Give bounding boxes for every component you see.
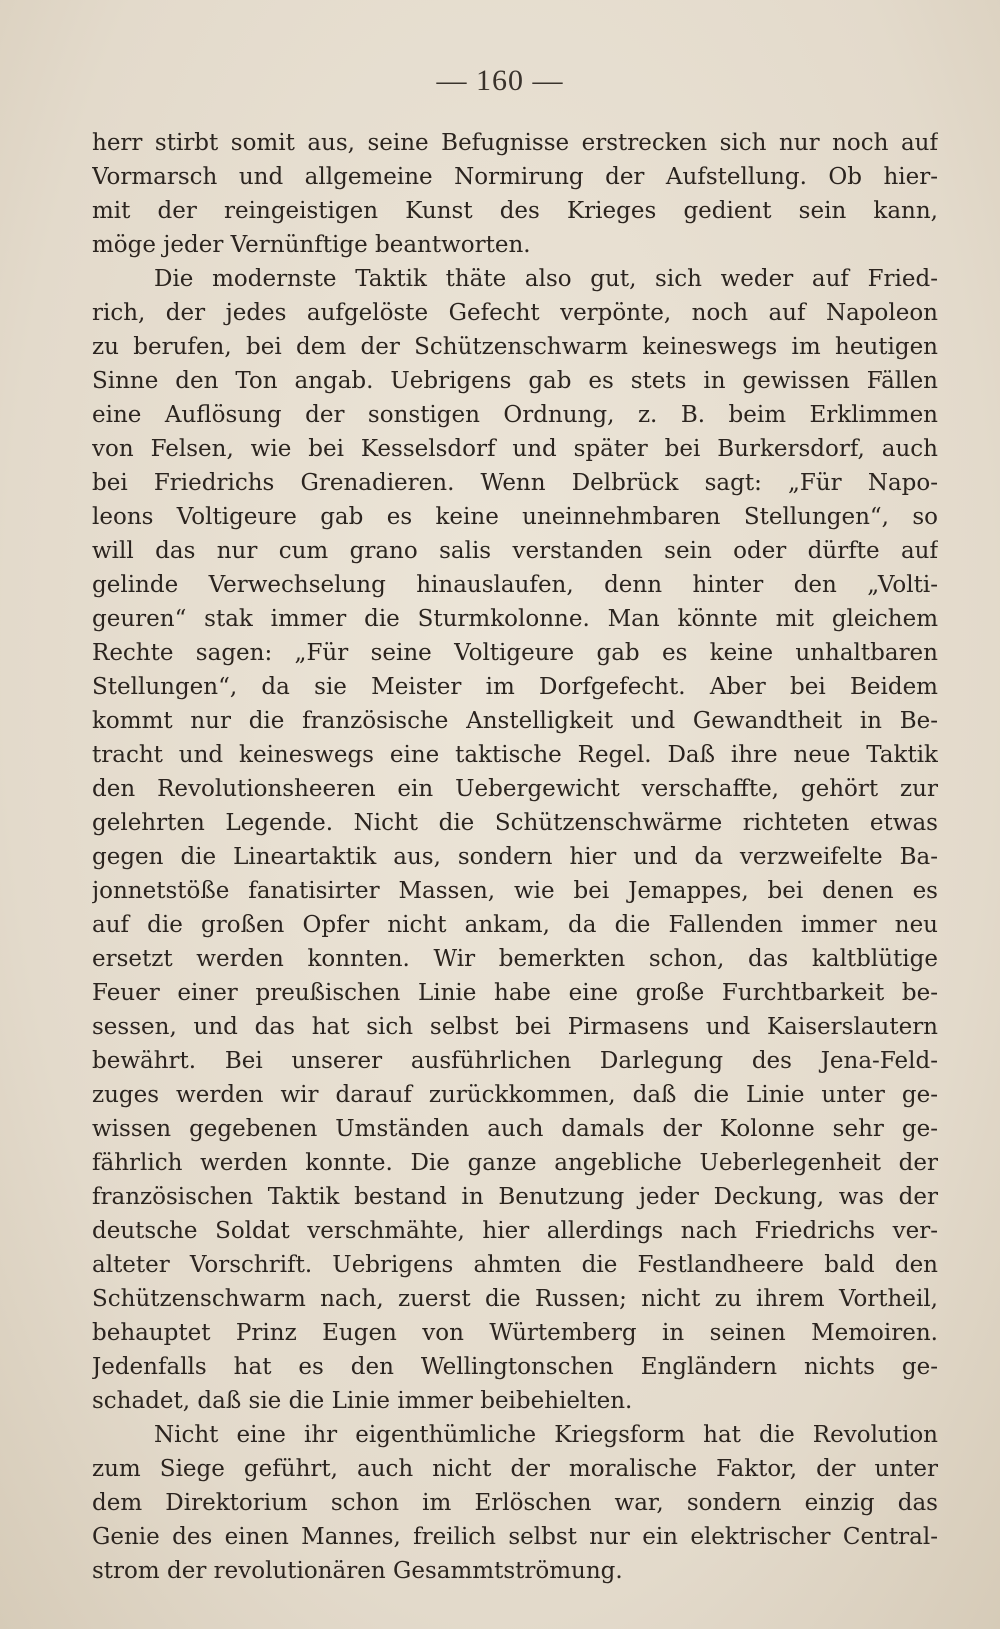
text-line: bewährt. Bei unserer ausführlichen Darlegung des Jena-Feld- bbox=[92, 1048, 938, 1074]
text-line: fährlich werden konnte. Die ganze angebliche Ueberlegenheit der bbox=[92, 1150, 938, 1176]
text-line: zum Siege geführt, auch nicht der moralische Faktor, der unter bbox=[92, 1456, 938, 1482]
text-line: alteter Vorschrift. Uebrigens ahmten die Festlandheere bald den bbox=[92, 1252, 938, 1278]
text-line: jonnetstöße fanatisirter Massen, wie bei Jemappes, bei denen es bbox=[92, 878, 938, 904]
text-line: Feuer einer preußischen Linie habe eine große Furchtbarkeit be- bbox=[92, 980, 938, 1006]
text-line: mit der reingeistigen Kunst des Krieges gedient sein kann, bbox=[92, 198, 938, 224]
text-line: Jedenfalls hat es den Wellingtonschen Engländern nichts ge- bbox=[92, 1354, 938, 1380]
text-line: möge jeder Vernünftige beantworten. bbox=[92, 232, 531, 258]
text-line: gegen die Lineartaktik aus, sondern hier und da verzweifelte Ba- bbox=[92, 844, 938, 870]
text-line: behauptet Prinz Eugen von Würtemberg in seinen Memoiren. bbox=[92, 1320, 938, 1346]
text-line: Nicht eine ihr eigenthümliche Kriegsform hat die Revolution bbox=[154, 1422, 938, 1448]
text-line: gelinde Verwechselung hinauslaufen, denn hinter den „Volti- bbox=[92, 572, 938, 598]
text-line: leons Voltigeure gab es keine uneinnehmbaren Stellungen“, so bbox=[92, 504, 938, 530]
text-line: zu berufen, bei dem der Schützenschwarm keineswegs im heutigen bbox=[92, 334, 938, 360]
text-line: Vormarsch und allgemeine Normirung der Aufstellung. Ob hier- bbox=[92, 164, 938, 190]
text-line: eine Auflösung der sonstigen Ordnung, z. B. beim Erklimmen bbox=[92, 402, 938, 428]
text-line: ersetzt werden konnten. Wir bemerkten schon, das kaltblütige bbox=[92, 946, 938, 972]
text-line: herr stirbt somit aus, seine Befugnisse erstrecken sich nur noch auf bbox=[92, 130, 938, 156]
text-line: tracht und keineswegs eine taktische Regel. Daß ihre neue Taktik bbox=[92, 742, 938, 768]
text-line: von Felsen, wie bei Kesselsdorf und später bei Burkersdorf, auch bbox=[92, 436, 938, 462]
text-line: Sinne den Ton angab. Uebrigens gab es stets in gewissen Fällen bbox=[92, 368, 938, 394]
text-line: will das nur cum grano salis verstanden sein oder dürfte auf bbox=[92, 538, 938, 564]
page-number: — 160 — bbox=[436, 64, 564, 97]
text-line: sessen, und das hat sich selbst bei Pirmasens und Kaiserslautern bbox=[92, 1014, 938, 1040]
text-line: Schützenschwarm nach, zuerst die Russen; nicht zu ihrem Vortheil, bbox=[92, 1286, 938, 1312]
text-line: strom der revolutionären Gesammtströmung. bbox=[92, 1558, 623, 1584]
text-line: rich, der jedes aufgelöste Gefecht verpönte, noch auf Napoleon bbox=[92, 300, 938, 326]
text-line: auf die großen Opfer nicht ankam, da die Fallenden immer neu bbox=[92, 912, 938, 938]
text-line: französischen Taktik bestand in Benutzung jeder Deckung, was der bbox=[92, 1184, 938, 1210]
text-line: kommt nur die französische Anstelligkeit und Gewandtheit in Be- bbox=[92, 708, 938, 734]
text-line: Genie des einen Mannes, freilich selbst nur ein elektrischer Central- bbox=[92, 1524, 938, 1550]
text-line: zuges werden wir darauf zurückkommen, daß die Linie unter ge- bbox=[92, 1082, 938, 1108]
text-line: Die modernste Taktik thäte also gut, sich weder auf Fried- bbox=[154, 266, 938, 292]
text-line: schadet, daß sie die Linie immer beibehielten. bbox=[92, 1388, 633, 1414]
text-line: geuren“ stak immer die Sturmkolonne. Man könnte mit gleichem bbox=[92, 606, 938, 632]
text-line: wissen gegebenen Umständen auch damals der Kolonne sehr ge- bbox=[92, 1116, 938, 1142]
text-line: deutsche Soldat verschmähte, hier allerdings nach Friedrichs ver- bbox=[92, 1218, 938, 1244]
text-line: gelehrten Legende. Nicht die Schützenschwärme richteten etwas bbox=[92, 810, 938, 836]
text-line: dem Direktorium schon im Erlöschen war, sondern einzig das bbox=[92, 1490, 938, 1516]
text-line: Rechte sagen: „Für seine Voltigeure gab es keine unhaltbaren bbox=[92, 640, 938, 666]
text-line: Stellungen“, da sie Meister im Dorfgefecht. Aber bei Beidem bbox=[92, 674, 938, 700]
body-text bbox=[92, 126, 938, 1588]
text-line: den Revolutionsheeren ein Uebergewicht verschaffte, gehört zur bbox=[92, 776, 938, 802]
text-line: bei Friedrichs Grenadieren. Wenn Delbrück sagt: „Für Napo- bbox=[92, 470, 938, 496]
